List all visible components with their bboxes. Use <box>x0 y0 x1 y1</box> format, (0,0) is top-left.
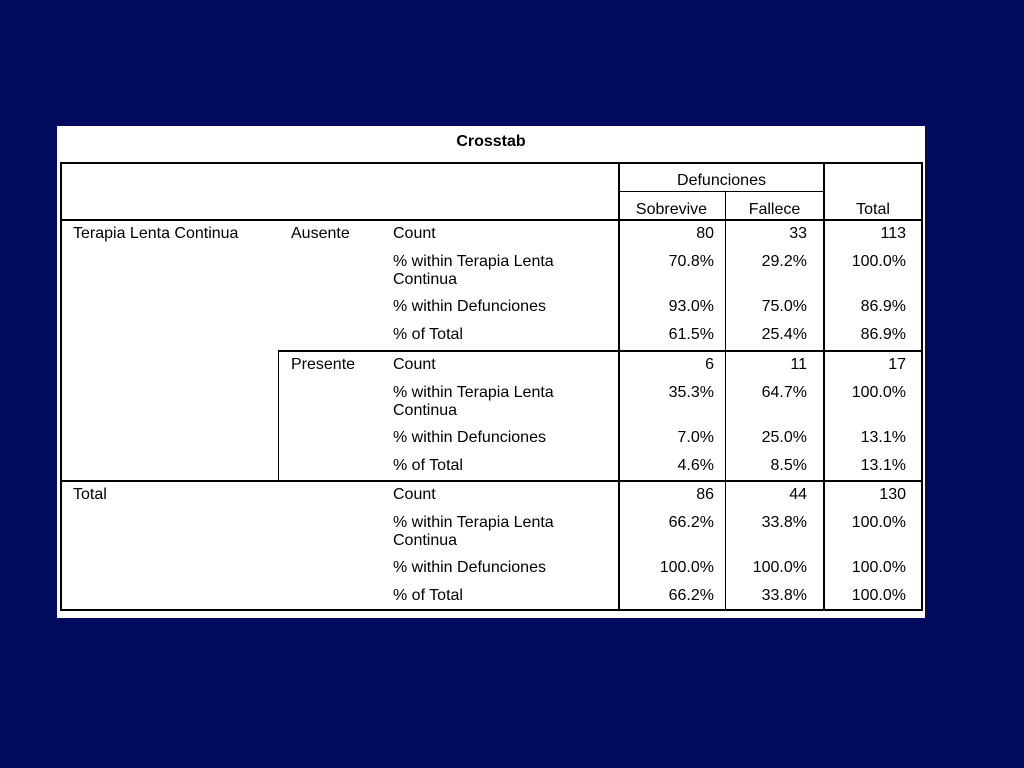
value-cell: 4.6% <box>677 457 714 474</box>
group-divider <box>278 350 921 352</box>
stat-label: % within Defunciones <box>393 298 546 315</box>
value-cell: 75.0% <box>761 298 807 315</box>
stat-label: % of Total <box>393 326 463 343</box>
stat-label: Count <box>393 225 436 242</box>
value-cell: 35.3% <box>668 384 714 401</box>
value-cell: 66.2% <box>668 587 714 604</box>
column-divider <box>278 350 279 481</box>
value-cell: 11 <box>790 356 807 373</box>
value-cell: 64.7% <box>761 384 807 401</box>
column-header: Fallece <box>748 201 801 218</box>
column-header: Total <box>856 201 890 218</box>
value-cell: 44 <box>789 486 807 503</box>
crosstab-panel <box>57 126 925 618</box>
stat-label: % of Total <box>393 457 463 474</box>
crosstab-title: Crosstab <box>456 133 526 150</box>
value-cell: 25.4% <box>761 326 807 343</box>
column-group-header: Defunciones <box>677 172 766 189</box>
value-cell: 100.0% <box>659 559 714 576</box>
stat-label: Count <box>393 486 436 503</box>
value-cell: 66.2% <box>668 514 714 531</box>
crosstab-table <box>60 162 923 611</box>
value-cell: 100.0% <box>851 514 906 531</box>
row-divider <box>618 191 825 192</box>
value-cell: 100.0% <box>851 559 906 576</box>
value-cell: 33 <box>789 225 807 242</box>
stat-label: Count <box>393 356 436 373</box>
value-cell: 70.8% <box>668 253 714 270</box>
value-cell: 100.0% <box>752 559 807 576</box>
value-cell: 13.1% <box>860 429 906 446</box>
stat-label: % of Total <box>393 587 463 604</box>
value-cell: 25.0% <box>761 429 807 446</box>
value-cell: 100.0% <box>851 384 906 401</box>
value-cell: 7.0% <box>677 429 714 446</box>
stat-label: % within Terapia Lenta Continua <box>393 384 554 419</box>
value-cell: 80 <box>696 225 714 242</box>
value-cell: 113 <box>880 225 906 242</box>
value-cell: 33.8% <box>761 587 807 604</box>
value-cell: 61.5% <box>668 326 714 343</box>
value-cell: 93.0% <box>668 298 714 315</box>
stat-label: % within Terapia Lenta Continua <box>393 253 554 288</box>
column-header: Sobrevive <box>635 201 708 218</box>
total-divider <box>62 480 921 482</box>
value-cell: 86 <box>696 486 714 503</box>
stat-label: % within Terapia Lenta Continua <box>393 514 554 549</box>
value-cell: 100.0% <box>851 587 906 604</box>
value-cell: 8.5% <box>770 457 807 474</box>
value-cell: 17 <box>888 356 906 373</box>
group-label: Ausente <box>291 225 350 242</box>
value-cell: 33.8% <box>761 514 807 531</box>
stat-label: % within Defunciones <box>393 559 546 576</box>
value-cell: 86.9% <box>860 298 906 315</box>
value-cell: 13.1% <box>860 457 906 474</box>
value-cell: 130 <box>879 486 906 503</box>
value-cell: 29.2% <box>761 253 807 270</box>
value-cell: 86.9% <box>860 326 906 343</box>
stat-label: % within Defunciones <box>393 429 546 446</box>
value-cell: 100.0% <box>851 253 906 270</box>
row-variable-label: Terapia Lenta Continua <box>73 225 239 242</box>
group-label: Presente <box>291 356 356 373</box>
column-divider <box>618 164 620 609</box>
total-label: Total <box>73 486 107 503</box>
value-cell: 6 <box>705 356 714 373</box>
header-divider <box>62 219 921 221</box>
